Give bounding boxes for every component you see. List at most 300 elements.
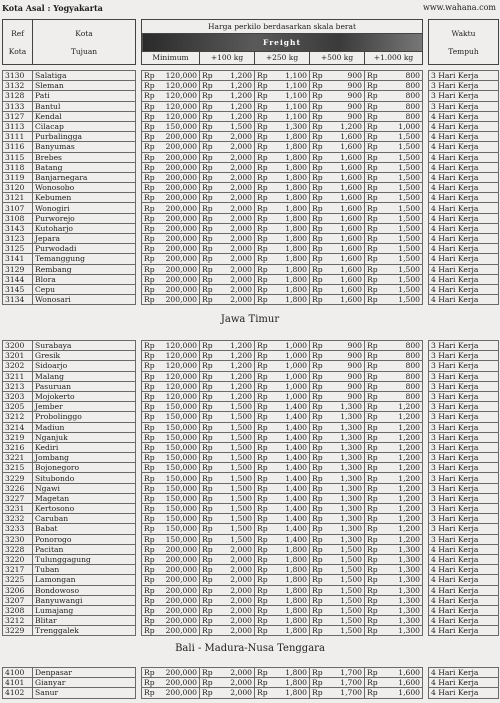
currency-label: Rp	[200, 605, 214, 615]
price-250kg: 1,400	[269, 483, 310, 493]
currency-label: Rp	[365, 234, 379, 244]
price-250kg: 1,000	[269, 351, 310, 361]
delivery-time: 4 Hari Kerja	[429, 203, 499, 213]
delivery-time: 3 Hari Kerja	[429, 381, 499, 391]
delivery-time: 4 Hari Kerja	[429, 554, 499, 564]
region-title: Bali - Madura-Nusa Tenggara	[175, 643, 325, 654]
price-minimum: 120,000	[156, 371, 200, 381]
currency-label: Rp	[365, 514, 379, 524]
ref-code: 3216	[3, 442, 33, 452]
price-250kg: 1,800	[269, 254, 310, 264]
price-minimum: 200,000	[156, 162, 200, 172]
currency-label: Rp	[200, 361, 214, 371]
currency-label: Rp	[255, 284, 269, 294]
table-row	[3, 391, 499, 401]
currency-label: Rp	[310, 361, 324, 371]
currency-label: Rp	[200, 274, 214, 284]
header-col-500kg: +500 kg	[310, 51, 365, 65]
currency-label: Rp	[142, 442, 156, 452]
price-500kg: 1,600	[324, 193, 365, 203]
currency-label: Rp	[310, 402, 324, 412]
price-500kg: 900	[324, 91, 365, 101]
currency-label: Rp	[365, 544, 379, 554]
price-100kg: 1,200	[214, 381, 255, 391]
table-row	[3, 626, 499, 636]
price-1000kg: 1,200	[379, 463, 423, 473]
currency-label: Rp	[200, 152, 214, 162]
currency-label: Rp	[200, 223, 214, 233]
table-row	[3, 101, 499, 111]
delivery-time: 3 Hari Kerja	[429, 81, 499, 91]
currency-label: Rp	[310, 616, 324, 626]
price-1000kg: 1,200	[379, 514, 423, 524]
currency-label: Rp	[310, 514, 324, 524]
city-name: Bantul	[33, 101, 136, 111]
city-name: Tuban	[33, 565, 136, 575]
table-row	[3, 193, 499, 203]
price-500kg: 1,600	[324, 264, 365, 274]
currency-label: Rp	[200, 121, 214, 131]
currency-label: Rp	[142, 203, 156, 213]
price-500kg: 1,600	[324, 213, 365, 223]
ref-code: 3226	[3, 483, 33, 493]
price-minimum: 150,000	[156, 422, 200, 432]
currency-label: Rp	[142, 422, 156, 432]
currency-label: Rp	[255, 361, 269, 371]
delivery-time: 3 Hari Kerja	[429, 493, 499, 503]
delivery-time: 4 Hari Kerja	[429, 626, 499, 636]
website-url: www.wahana.com	[422, 3, 496, 12]
ref-code: 3211	[3, 371, 33, 381]
price-250kg: 1,000	[269, 371, 310, 381]
price-100kg: 2,000	[214, 223, 255, 233]
delivery-time: 3 Hari Kerja	[429, 101, 499, 111]
currency-label: Rp	[310, 473, 324, 483]
currency-label: Rp	[365, 422, 379, 432]
currency-label: Rp	[365, 504, 379, 514]
price-minimum: 120,000	[156, 391, 200, 401]
city-name: Ngawi	[33, 483, 136, 493]
price-500kg: 1,200	[324, 121, 365, 131]
price-1000kg: 1,200	[379, 412, 423, 422]
price-100kg: 1,500	[214, 473, 255, 483]
delivery-time: 4 Hari Kerja	[429, 274, 499, 284]
price-500kg: 1,300	[324, 483, 365, 493]
price-minimum: 150,000	[156, 524, 200, 534]
currency-label: Rp	[255, 442, 269, 452]
price-minimum: 200,000	[156, 678, 200, 688]
delivery-time: 4 Hari Kerja	[429, 688, 499, 698]
currency-label: Rp	[200, 473, 214, 483]
price-minimum: 200,000	[156, 688, 200, 698]
ref-code: 3144	[3, 274, 33, 284]
delivery-time: 4 Hari Kerja	[429, 575, 499, 585]
price-1000kg: 1,600	[379, 688, 423, 698]
ref-code: 3107	[3, 203, 33, 213]
city-name: Trenggalek	[33, 626, 136, 636]
currency-label: Rp	[142, 391, 156, 401]
city-name: Kutoharjo	[33, 223, 136, 233]
city-name: Jombang	[33, 453, 136, 463]
currency-label: Rp	[365, 442, 379, 452]
ref-code: 3229	[3, 626, 33, 636]
currency-label: Rp	[142, 101, 156, 111]
currency-label: Rp	[142, 371, 156, 381]
city-name: Lamongan	[33, 575, 136, 585]
header-col-minimum: Minimum	[142, 51, 200, 65]
price-minimum: 120,000	[156, 341, 200, 351]
price-minimum: 150,000	[156, 121, 200, 131]
price-minimum: 150,000	[156, 463, 200, 473]
city-name: Wonogiri	[33, 203, 136, 213]
currency-label: Rp	[200, 678, 214, 688]
price-100kg: 1,200	[214, 361, 255, 371]
price-250kg: 1,800	[269, 284, 310, 294]
ref-code: 3129	[3, 264, 33, 274]
delivery-time: 3 Hari Kerja	[429, 91, 499, 101]
price-250kg: 1,800	[269, 142, 310, 152]
currency-label: Rp	[200, 391, 214, 401]
table-row	[3, 81, 499, 91]
currency-label: Rp	[200, 183, 214, 193]
currency-label: Rp	[365, 381, 379, 391]
currency-label: Rp	[255, 453, 269, 463]
currency-label: Rp	[310, 142, 324, 152]
currency-label: Rp	[365, 575, 379, 585]
price-minimum: 200,000	[156, 213, 200, 223]
currency-label: Rp	[365, 585, 379, 595]
table-row	[3, 111, 499, 121]
price-1000kg: 800	[379, 361, 423, 371]
price-100kg: 2,000	[214, 183, 255, 193]
currency-label: Rp	[142, 432, 156, 442]
city-name: Madiun	[33, 422, 136, 432]
ref-code: 3205	[3, 402, 33, 412]
currency-label: Rp	[200, 101, 214, 111]
currency-label: Rp	[200, 284, 214, 294]
currency-label: Rp	[142, 162, 156, 172]
currency-label: Rp	[142, 264, 156, 274]
price-100kg: 2,000	[214, 678, 255, 688]
delivery-time: 3 Hari Kerja	[429, 71, 499, 81]
currency-label: Rp	[255, 142, 269, 152]
table-row	[3, 371, 499, 381]
currency-label: Rp	[200, 432, 214, 442]
price-1000kg: 1,500	[379, 142, 423, 152]
price-100kg: 1,200	[214, 91, 255, 101]
price-minimum: 150,000	[156, 412, 200, 422]
price-100kg: 2,000	[214, 575, 255, 585]
delivery-time: 3 Hari Kerja	[429, 504, 499, 514]
price-minimum: 150,000	[156, 453, 200, 463]
ref-code: 3119	[3, 172, 33, 182]
ref-code: 3132	[3, 81, 33, 91]
currency-label: Rp	[365, 295, 379, 305]
currency-label: Rp	[200, 504, 214, 514]
city-name: Probolinggo	[33, 412, 136, 422]
table-row	[3, 274, 499, 284]
currency-label: Rp	[255, 371, 269, 381]
currency-label: Rp	[142, 565, 156, 575]
ref-code: 3201	[3, 351, 33, 361]
table-row	[3, 554, 499, 564]
price-500kg: 900	[324, 81, 365, 91]
table-row	[3, 91, 499, 101]
rate-table	[2, 667, 499, 699]
price-500kg: 1,600	[324, 183, 365, 193]
ref-code: 3214	[3, 422, 33, 432]
currency-label: Rp	[255, 565, 269, 575]
currency-label: Rp	[255, 391, 269, 401]
price-250kg: 1,300	[269, 121, 310, 131]
currency-label: Rp	[255, 688, 269, 698]
currency-label: Rp	[365, 341, 379, 351]
price-minimum: 150,000	[156, 514, 200, 524]
ref-code: 3116	[3, 142, 33, 152]
price-100kg: 2,000	[214, 203, 255, 213]
delivery-time: 4 Hari Kerja	[429, 183, 499, 193]
city-name: Sidoarjo	[33, 361, 136, 371]
price-250kg: 1,000	[269, 361, 310, 371]
currency-label: Rp	[142, 473, 156, 483]
price-1000kg: 800	[379, 71, 423, 81]
delivery-time: 4 Hari Kerja	[429, 264, 499, 274]
table-row	[3, 244, 499, 254]
table-row	[3, 493, 499, 503]
ref-code: 3133	[3, 101, 33, 111]
currency-label: Rp	[365, 626, 379, 636]
currency-label: Rp	[310, 605, 324, 615]
price-1000kg: 1,200	[379, 453, 423, 463]
delivery-time: 3 Hari Kerja	[429, 534, 499, 544]
ref-code: 3118	[3, 162, 33, 172]
currency-label: Rp	[310, 391, 324, 401]
currency-label: Rp	[200, 554, 214, 564]
currency-label: Rp	[255, 432, 269, 442]
currency-label: Rp	[310, 524, 324, 534]
table-row	[3, 152, 499, 162]
price-100kg: 1,500	[214, 432, 255, 442]
table-row	[3, 162, 499, 172]
ref-code: 3219	[3, 432, 33, 442]
currency-label: Rp	[255, 585, 269, 595]
price-250kg: 1,100	[269, 101, 310, 111]
currency-label: Rp	[310, 688, 324, 698]
price-500kg: 1,700	[324, 668, 365, 678]
price-minimum: 120,000	[156, 361, 200, 371]
currency-label: Rp	[255, 203, 269, 213]
currency-label: Rp	[142, 544, 156, 554]
currency-label: Rp	[255, 172, 269, 182]
currency-label: Rp	[365, 172, 379, 182]
delivery-time: 3 Hari Kerja	[429, 391, 499, 401]
price-1000kg: 1,300	[379, 585, 423, 595]
currency-label: Rp	[310, 483, 324, 493]
price-250kg: 1,800	[269, 203, 310, 213]
price-100kg: 2,000	[214, 162, 255, 172]
rate-table	[2, 340, 499, 636]
price-100kg: 1,500	[214, 453, 255, 463]
price-1000kg: 1,500	[379, 152, 423, 162]
price-100kg: 1,200	[214, 101, 255, 111]
ref-code: 3217	[3, 565, 33, 575]
currency-label: Rp	[310, 585, 324, 595]
city-name: Kendal	[33, 111, 136, 121]
price-500kg: 1,300	[324, 442, 365, 452]
delivery-time: 3 Hari Kerja	[429, 412, 499, 422]
currency-label: Rp	[255, 223, 269, 233]
city-name: Wonosari	[33, 295, 136, 305]
price-100kg: 2,000	[214, 142, 255, 152]
price-250kg: 1,100	[269, 71, 310, 81]
currency-label: Rp	[200, 524, 214, 534]
price-1000kg: 1,300	[379, 616, 423, 626]
city-name: Kertosono	[33, 504, 136, 514]
region-title: Jawa Timur	[220, 314, 280, 325]
price-minimum: 150,000	[156, 432, 200, 442]
delivery-time: 4 Hari Kerja	[429, 616, 499, 626]
table-row	[3, 668, 499, 678]
price-minimum: 200,000	[156, 152, 200, 162]
price-minimum: 150,000	[156, 504, 200, 514]
price-1000kg: 1,500	[379, 234, 423, 244]
price-250kg: 1,000	[269, 341, 310, 351]
price-1000kg: 1,300	[379, 595, 423, 605]
currency-label: Rp	[255, 81, 269, 91]
currency-label: Rp	[142, 668, 156, 678]
currency-label: Rp	[255, 514, 269, 524]
price-1000kg: 1,600	[379, 678, 423, 688]
ref-code: 3121	[3, 193, 33, 203]
price-100kg: 2,000	[214, 193, 255, 203]
city-name: Tulunggagung	[33, 554, 136, 564]
price-1000kg: 1,500	[379, 172, 423, 182]
price-minimum: 120,000	[156, 71, 200, 81]
currency-label: Rp	[255, 381, 269, 391]
city-name: Blitar	[33, 616, 136, 626]
currency-label: Rp	[255, 193, 269, 203]
price-100kg: 1,500	[214, 412, 255, 422]
delivery-time: 3 Hari Kerja	[429, 442, 499, 452]
table-row	[3, 234, 499, 244]
currency-label: Rp	[310, 203, 324, 213]
price-minimum: 150,000	[156, 442, 200, 452]
price-100kg: 1,500	[214, 524, 255, 534]
price-100kg: 2,000	[214, 585, 255, 595]
ref-code: 3130	[3, 71, 33, 81]
delivery-time: 4 Hari Kerja	[429, 284, 499, 294]
currency-label: Rp	[142, 585, 156, 595]
city-name: Sleman	[33, 81, 136, 91]
price-500kg: 1,600	[324, 295, 365, 305]
price-minimum: 200,000	[156, 244, 200, 254]
currency-label: Rp	[365, 121, 379, 131]
currency-label: Rp	[310, 351, 324, 361]
currency-label: Rp	[255, 504, 269, 514]
currency-label: Rp	[142, 534, 156, 544]
price-minimum: 200,000	[156, 544, 200, 554]
currency-label: Rp	[142, 172, 156, 182]
currency-label: Rp	[200, 575, 214, 585]
currency-label: Rp	[255, 534, 269, 544]
price-minimum: 120,000	[156, 101, 200, 111]
delivery-time: 3 Hari Kerja	[429, 514, 499, 524]
delivery-time: 4 Hari Kerja	[429, 193, 499, 203]
currency-label: Rp	[142, 361, 156, 371]
price-100kg: 1,200	[214, 81, 255, 91]
price-100kg: 2,000	[214, 234, 255, 244]
price-1000kg: 1,500	[379, 132, 423, 142]
currency-label: Rp	[365, 678, 379, 688]
ref-code: 3212	[3, 412, 33, 422]
currency-label: Rp	[255, 183, 269, 193]
price-100kg: 2,000	[214, 565, 255, 575]
currency-label: Rp	[310, 534, 324, 544]
currency-label: Rp	[142, 626, 156, 636]
price-500kg: 900	[324, 111, 365, 121]
city-name: Situbondo	[33, 473, 136, 483]
currency-label: Rp	[142, 504, 156, 514]
currency-label: Rp	[255, 422, 269, 432]
price-minimum: 200,000	[156, 295, 200, 305]
table-row	[3, 422, 499, 432]
price-250kg: 1,400	[269, 514, 310, 524]
price-500kg: 900	[324, 381, 365, 391]
currency-label: Rp	[142, 453, 156, 463]
ref-code: 3113	[3, 121, 33, 131]
price-500kg: 1,600	[324, 234, 365, 244]
table-row	[3, 534, 499, 544]
currency-label: Rp	[200, 172, 214, 182]
header-ref: Ref Kota	[3, 20, 33, 65]
currency-label: Rp	[310, 162, 324, 172]
delivery-time: 4 Hari Kerja	[429, 152, 499, 162]
currency-label: Rp	[200, 493, 214, 503]
price-1000kg: 1,500	[379, 203, 423, 213]
header-col-250kg: +250 kg	[255, 51, 310, 65]
currency-label: Rp	[310, 223, 324, 233]
price-500kg: 1,600	[324, 142, 365, 152]
price-1000kg: 1,200	[379, 524, 423, 534]
price-100kg: 2,000	[214, 688, 255, 698]
currency-label: Rp	[142, 463, 156, 473]
city-name: Rembang	[33, 264, 136, 274]
currency-label: Rp	[142, 193, 156, 203]
rate-table	[2, 70, 499, 305]
table-row	[3, 361, 499, 371]
price-500kg: 1,300	[324, 514, 365, 524]
currency-label: Rp	[142, 524, 156, 534]
price-100kg: 2,000	[214, 264, 255, 274]
city-name: Malang	[33, 371, 136, 381]
price-250kg: 1,800	[269, 626, 310, 636]
price-250kg: 1,800	[269, 274, 310, 284]
price-1000kg: 1,000	[379, 121, 423, 131]
currency-label: Rp	[142, 616, 156, 626]
currency-label: Rp	[200, 616, 214, 626]
price-500kg: 900	[324, 101, 365, 111]
currency-label: Rp	[365, 688, 379, 698]
price-250kg: 1,400	[269, 534, 310, 544]
price-minimum: 200,000	[156, 554, 200, 564]
currency-label: Rp	[255, 101, 269, 111]
price-250kg: 1,800	[269, 595, 310, 605]
price-100kg: 1,500	[214, 514, 255, 524]
currency-label: Rp	[200, 264, 214, 274]
price-100kg: 1,500	[214, 504, 255, 514]
currency-label: Rp	[365, 284, 379, 294]
currency-label: Rp	[200, 514, 214, 524]
